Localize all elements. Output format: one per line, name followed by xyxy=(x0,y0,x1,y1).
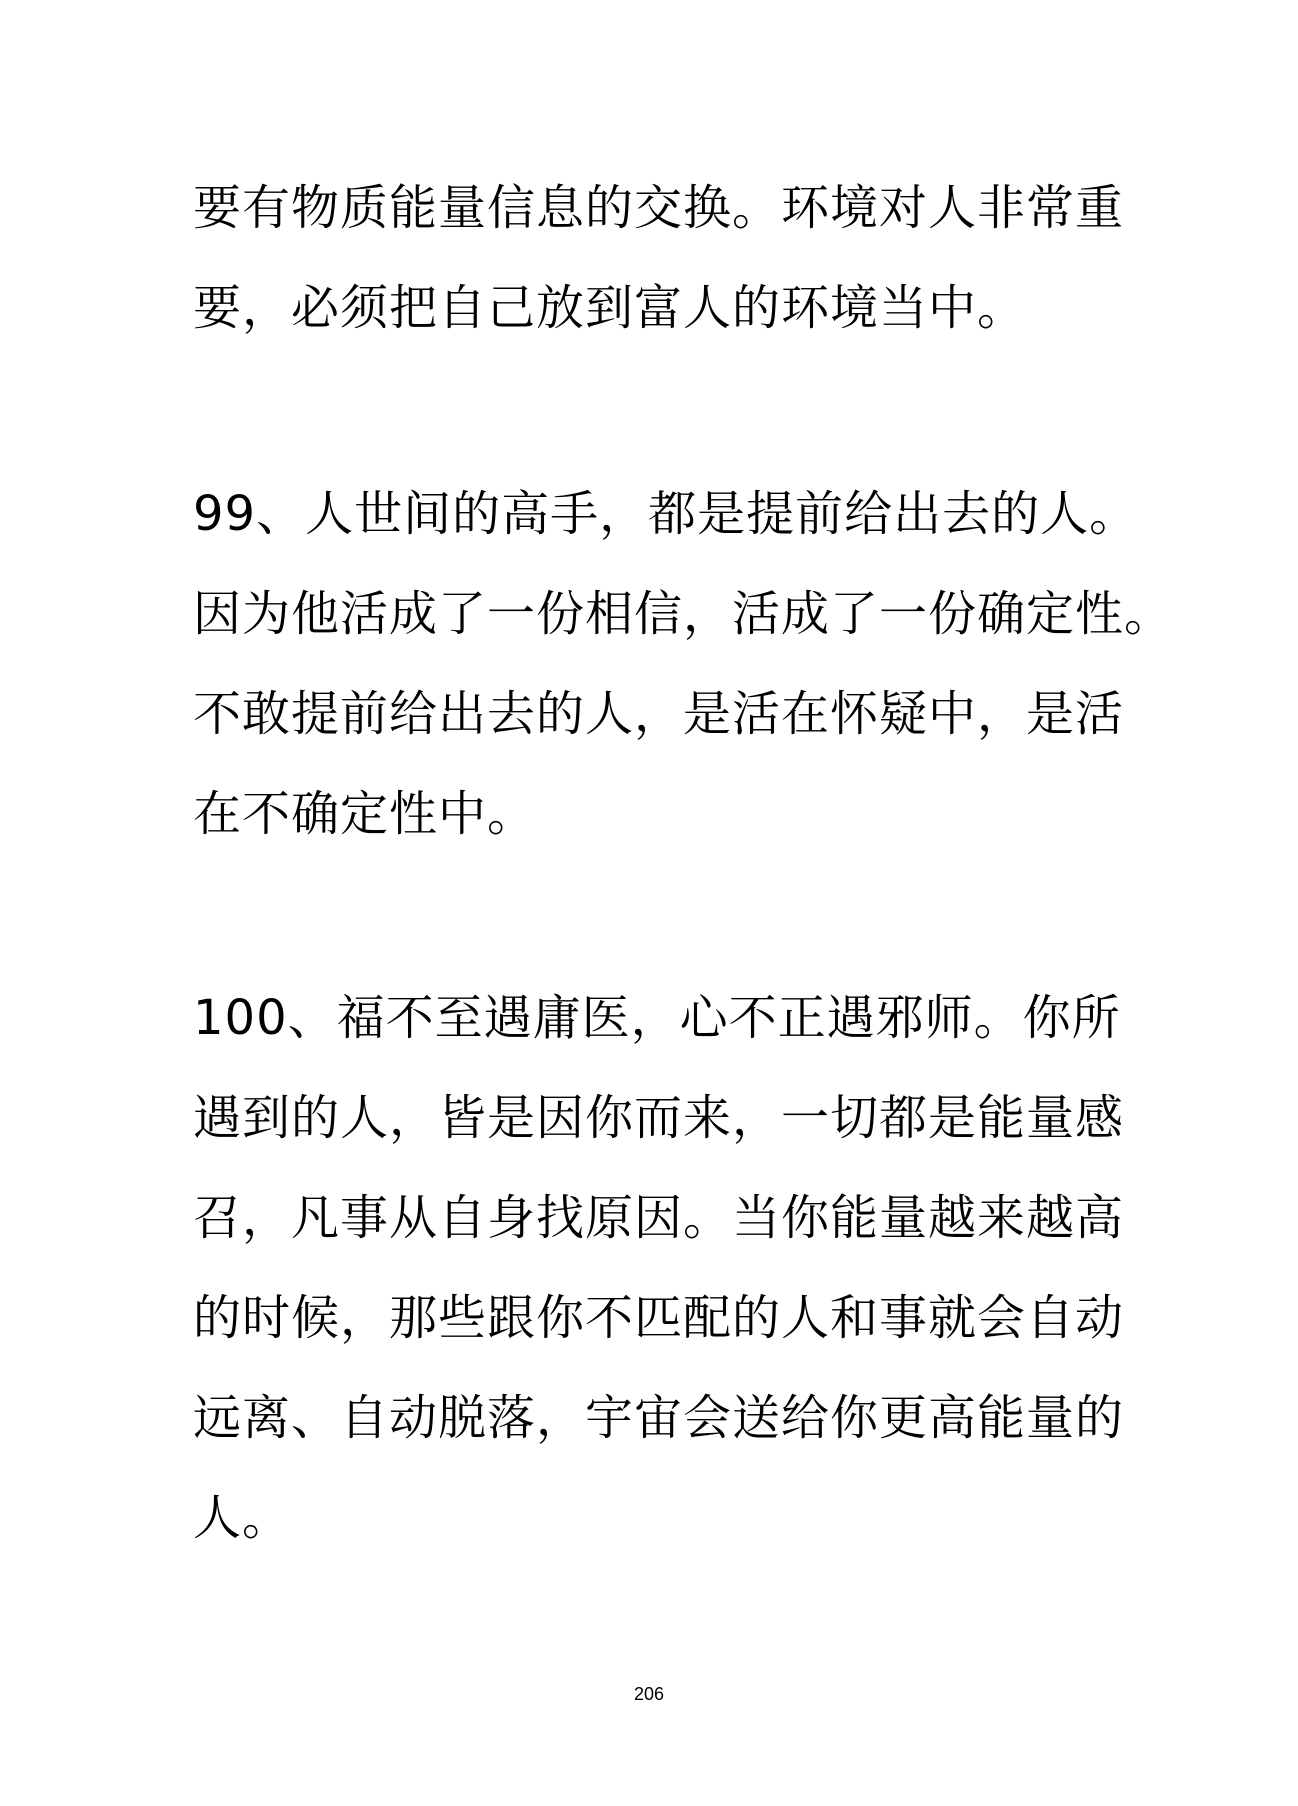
paragraph-3-line-2: 遇到的人，皆是因你而来，一切都是能量感 xyxy=(193,1090,1125,1146)
paragraph-3-line-1: 100、福不至遇庸医，心不正遇邪师。你所 xyxy=(193,990,1121,1046)
paragraph-3-line-3: 召，凡事从自身找原因。当你能量越来越高 xyxy=(193,1190,1125,1246)
paragraph-2-line-3: 不敢提前给出去的人，是活在怀疑中，是活 xyxy=(193,686,1125,742)
page-number: 206 xyxy=(633,1684,665,1704)
paragraph-2-line-1: 99、人世间的高手，都是提前给出去的人。 xyxy=(193,486,1139,542)
paragraph-2-line-4: 在不确定性中。 xyxy=(193,786,537,842)
paragraph-1-line-2: 要，必须把自己放到富人的环境当中。 xyxy=(193,280,1027,336)
paragraph-3-line-6: 人。 xyxy=(193,1490,292,1546)
paragraph-3-line-4: 的时候，那些跟你不匹配的人和事就会自动 xyxy=(193,1290,1125,1346)
paragraph-1-line-1: 要有物质能量信息的交换。环境对人非常重 xyxy=(193,180,1125,236)
paragraph-3-line-5: 远离、自动脱落，宇宙会送给你更高能量的 xyxy=(193,1390,1125,1446)
paragraph-2-line-2: 因为他活成了一份相信，活成了一份确定性。 xyxy=(193,586,1174,642)
